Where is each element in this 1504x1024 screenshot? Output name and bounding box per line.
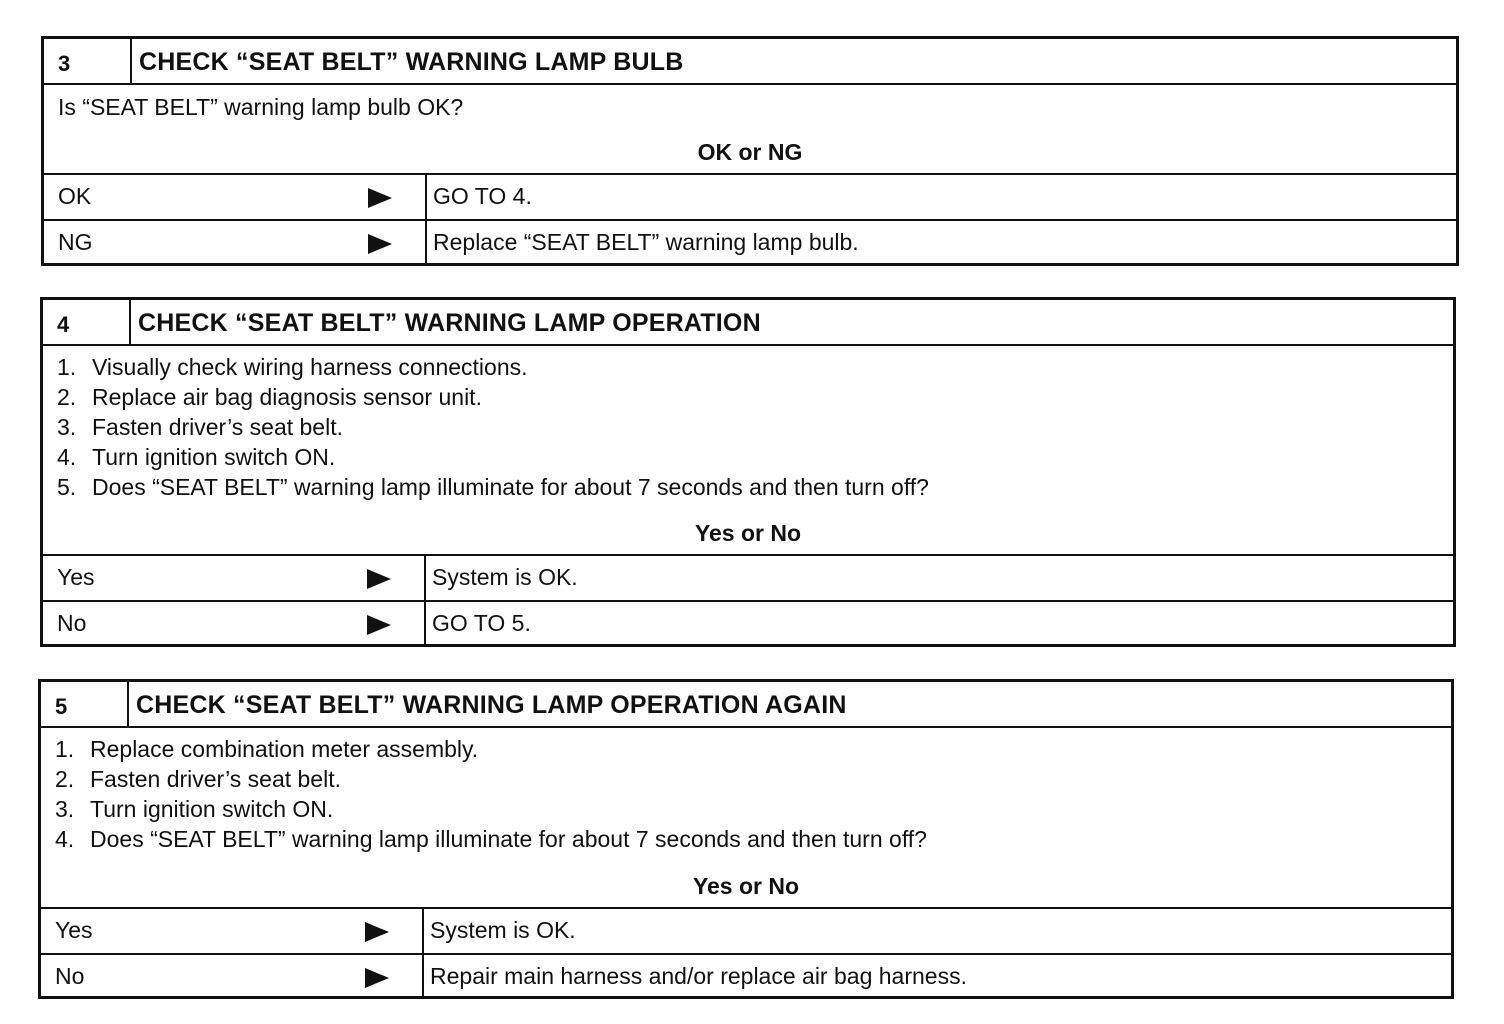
choice-label: Yes or No [692, 873, 800, 899]
instruction-text: Does “SEAT BELT” warning lamp illuminate for about 7 seconds and then turn off? [90, 826, 927, 852]
instruction-number: 2. [55, 766, 75, 792]
instruction-item [55, 734, 1451, 764]
outcome-condition: Yes [55, 917, 93, 943]
outcome-condition-cell [43, 602, 426, 644]
outcome-action: GO TO 4. [433, 183, 532, 209]
arrow-right-icon [365, 968, 389, 988]
step-header [43, 300, 1453, 346]
instruction-text: Turn ignition switch ON. [90, 796, 334, 822]
instruction-text: Fasten driver’s seat belt. [90, 766, 341, 792]
arrow-right-icon [368, 234, 392, 254]
instruction-number: 2. [57, 384, 77, 410]
step-number: 3 [44, 39, 132, 83]
choice-label: Yes or No [694, 520, 802, 546]
arrow-right-icon [365, 922, 389, 942]
outcome-condition: NG [58, 229, 93, 255]
outcome-row [43, 600, 1453, 644]
instruction-item [57, 382, 1453, 412]
instruction-number: 4. [57, 444, 77, 470]
instruction-item [55, 764, 1451, 794]
step-5-table [38, 679, 1454, 999]
outcome-action: Repair main harness and/or replace air bag harness. [430, 963, 967, 989]
outcome-condition-cell [41, 909, 424, 953]
instruction-text: Replace air bag diagnosis sensor unit. [92, 384, 482, 410]
instruction-number: 1. [57, 354, 77, 380]
outcome-action: Replace “SEAT BELT” warning lamp bulb. [433, 229, 859, 255]
instruction-item [57, 442, 1453, 472]
outcome-action: GO TO 5. [432, 610, 531, 636]
step-3-table [41, 36, 1459, 266]
step-body [44, 85, 1456, 175]
instruction-list [41, 728, 1451, 854]
instruction-item [57, 352, 1453, 382]
step-number: 5 [41, 682, 129, 726]
outcome-row [44, 219, 1456, 263]
outcome-row [43, 556, 1453, 600]
instruction-number: 5. [57, 474, 77, 500]
outcome-action: System is OK. [432, 564, 578, 590]
outcome-action: System is OK. [430, 917, 576, 943]
instruction-number: 3. [55, 796, 75, 822]
outcome-condition-cell [44, 221, 427, 263]
outcome-condition: Yes [57, 564, 95, 590]
instruction-number: 1. [55, 736, 75, 762]
outcome-row [44, 175, 1456, 219]
step-body [43, 346, 1453, 556]
instruction-list [43, 346, 1453, 502]
step-body [41, 728, 1451, 909]
instruction-item [57, 472, 1453, 502]
outcome-condition-cell [43, 556, 426, 600]
step-number: 4 [43, 300, 131, 344]
instruction-text: Turn ignition switch ON. [92, 444, 336, 470]
instruction-text: Visually check wiring harness connections. [92, 354, 528, 380]
step-title: CHECK “SEAT BELT” WARNING LAMP BULB [139, 48, 684, 76]
step-header [44, 39, 1456, 85]
choice-label: OK or NG [697, 139, 803, 165]
arrow-right-icon [368, 188, 392, 208]
step-question: Is “SEAT BELT” warning lamp bulb OK? [58, 94, 464, 120]
outcome-row [41, 953, 1451, 997]
instruction-item [57, 412, 1453, 442]
instruction-text: Replace combination meter assembly. [90, 736, 479, 762]
arrow-right-icon [367, 615, 391, 635]
step-title: CHECK “SEAT BELT” WARNING LAMP OPERATION AGAIN [136, 691, 847, 719]
outcome-condition-cell [41, 955, 424, 997]
outcome-condition-cell [44, 175, 427, 219]
step-header [41, 682, 1451, 728]
outcome-condition: OK [58, 183, 92, 209]
step-4-table [40, 297, 1456, 647]
instruction-item [55, 824, 1451, 854]
instruction-number: 4. [55, 826, 75, 852]
outcome-condition: No [57, 610, 87, 636]
instruction-item [55, 794, 1451, 824]
outcome-condition: No [55, 963, 85, 989]
instruction-text: Fasten driver’s seat belt. [92, 414, 343, 440]
step-title: CHECK “SEAT BELT” WARNING LAMP OPERATION [138, 309, 761, 337]
instruction-text: Does “SEAT BELT” warning lamp illuminate for about 7 seconds and then turn off? [92, 474, 929, 500]
arrow-right-icon [367, 569, 391, 589]
instruction-number: 3. [57, 414, 77, 440]
outcome-row [41, 909, 1451, 953]
